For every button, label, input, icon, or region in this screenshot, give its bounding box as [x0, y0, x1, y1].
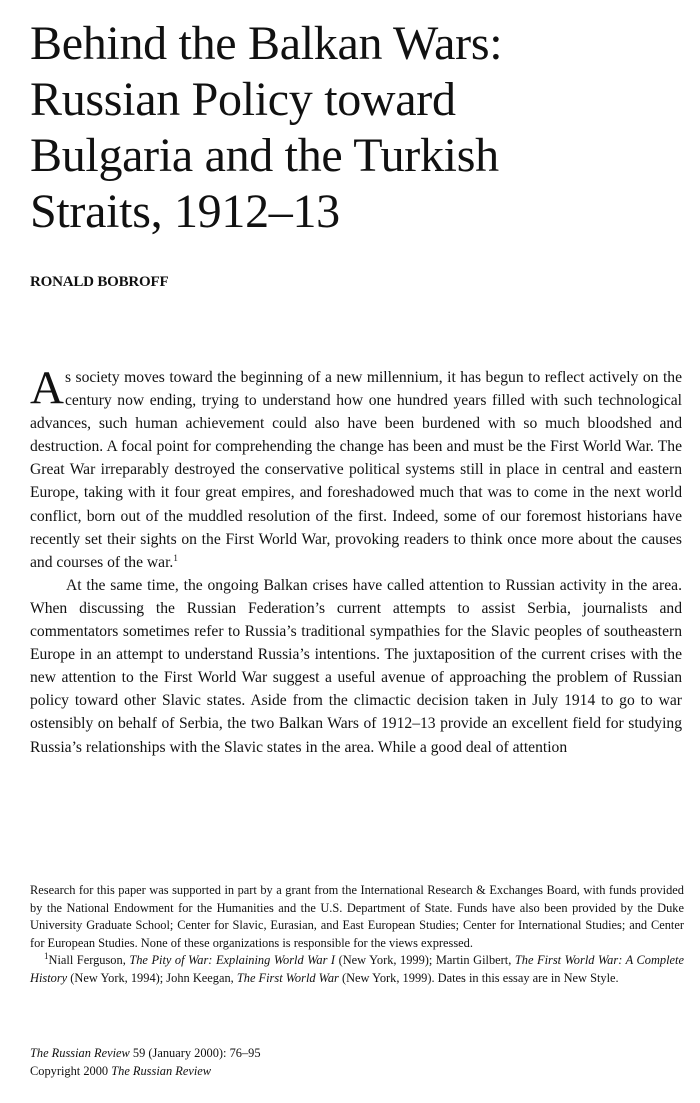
- title-line: Behind the Balkan Wars:: [30, 17, 503, 70]
- paragraph-text: s society moves toward the beginning of a new millennium, it has begun to reflect actively on the century now ending, trying to understand how one hundred years filled with such technological advances, such human achievement could also have been burdened with so much bloodshed and destruction. A focal point for comprehending the change has been and must be the First World War. The Great War irreparably destroyed the conservative political systems still in place in central and eastern Europe, taking with it four great empires, and foreshadowed much that was to come in the next world conflict, born out of the muddled resolution of the first. Indeed, some of our foremost historians have recently set their sights on the First World War, provoking readers to think once more about the causes and courses of the war.: [30, 369, 682, 571]
- article-title: [30, 16, 690, 240]
- paragraph: [30, 362, 682, 574]
- article-body: [30, 362, 682, 759]
- title-line: Bulgaria and the Turkish: [30, 129, 499, 182]
- title-line: Russian Policy toward: [30, 73, 456, 126]
- author-name: RONALD BOBROFF: [30, 274, 169, 290]
- footnote-text: (New York, 1999). Dates in this essay are in New Style.: [338, 970, 619, 985]
- journal-citation: [30, 1045, 261, 1080]
- title-line: Straits, 1912–13: [30, 185, 340, 238]
- footnote-ref[interactable]: 1: [173, 552, 178, 563]
- acknowledgement-note: Research for this paper was supported in part by a grant from the International Research & Exchanges Board, with funds provided by the National Endowment for the Humanities and the U.S. Department of State. Funds have also been provided by the Duke University Graduate School; Center for Slavic, Eurasian, and East European Studies; Center for International Studies; and Center for European Studies. None of these organizations is responsible for the views expressed.: [30, 883, 684, 950]
- paragraph-text: At the same time, the ongoing Balkan crises have called attention to Russian activity in the area. When discussing the Russian Federation’s current attempts to assist Serbia, journalists and commentators sometimes refer to Russia’s traditional sympathies for the Slavic peoples of southeastern Europe in an attempt to understand Russia’s intentions. The juxtaposition of the current crises with the new attention to the First World War suggest a useful avenue of approaching the problem of Russian policy toward other Slavic states. Aside from the climactic decision taken in July 1914 to go to war ostensibly on behalf of Serbia, the two Balkan Wars of 1912–13 provide an excellent field for studying Russia’s relationships with the Slavic states in the area. While a good deal of attention: [30, 576, 682, 756]
- footnote-number: 1: [44, 951, 49, 962]
- book-title: The Pity of War: Explaining World War I: [129, 953, 336, 968]
- copyright-text: Copyright 2000: [30, 1063, 112, 1078]
- footnote-text: Niall Ferguson,: [48, 953, 130, 968]
- journal-name: The Russian Review: [30, 1046, 130, 1060]
- volume-info: 59 (January 2000): 76–95: [129, 1046, 261, 1060]
- paragraph: [30, 574, 682, 759]
- footnote-text: (New York, 1999); Martin Gilbert,: [335, 953, 515, 968]
- citation-line: [30, 1045, 261, 1063]
- footnote-1: [30, 952, 684, 987]
- footnotes: [30, 882, 684, 988]
- book-title: The First World War: A Complete History: [30, 953, 684, 985]
- book-title: The First World War: [236, 970, 339, 985]
- drop-cap: A: [30, 362, 64, 414]
- journal-name: The Russian Review: [111, 1063, 212, 1078]
- footnote-text: (New York, 1994); John Keegan,: [67, 970, 237, 985]
- copyright-line: [30, 1063, 261, 1081]
